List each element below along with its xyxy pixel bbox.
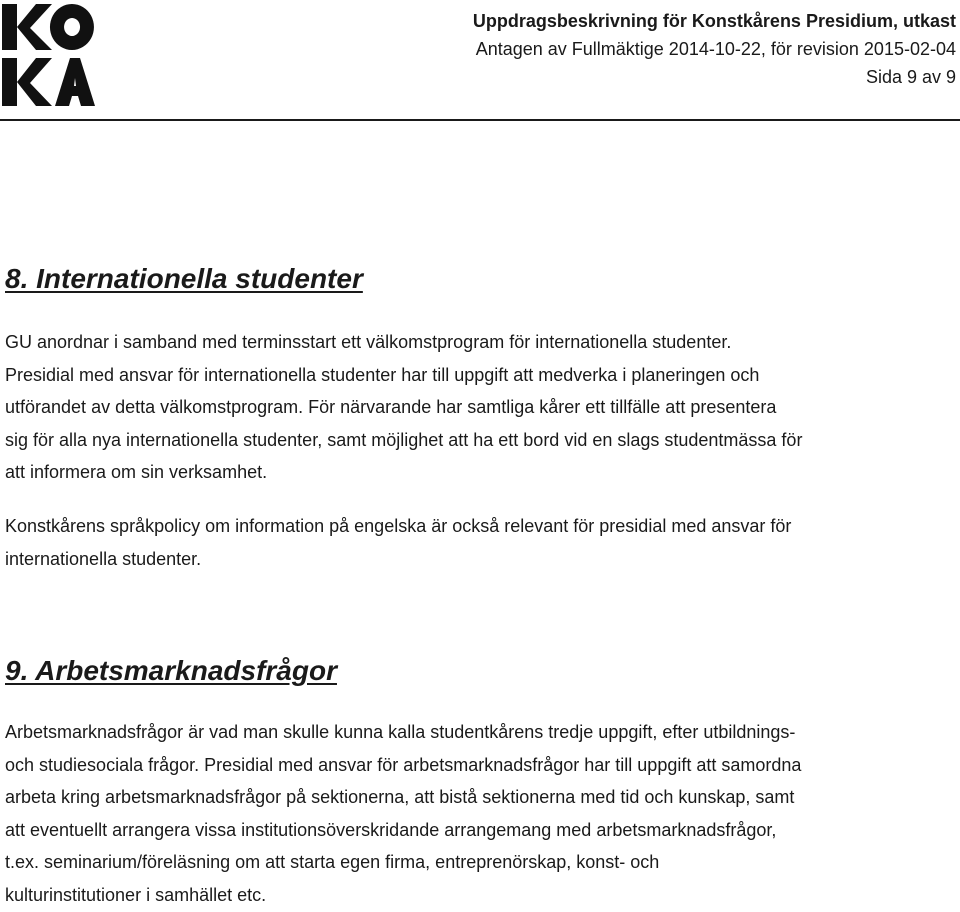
text-line: att informera om sin verksamhet. [5,462,268,483]
adoption-note: Antagen av Fullmäktige 2014-10-22, för revision 2015-02-04 [475,39,956,59]
text-line: Arbetsmarknadsfrågor är vad man skulle kunna kalla studentkårens tredje uppgift, efter utbildnings- [5,722,796,742]
text-line: GU anordnar i samband med terminsstart ett välkomstprogram för internationella studenter. [5,332,732,352]
section-9-paragraph-1 [5,716,957,912]
text-line: sig för alla nya internationella studenter, samt möjlighet att ha ett bord vid en slags studentmässa för [5,429,803,450]
section-heading-8: 8. Internationella studenter [5,263,363,294]
konstkaren-logo [0,0,96,110]
page-number: Sida 9 av 9 [865,67,956,87]
section-8-paragraph-2 [5,510,957,575]
section-8-paragraph-1 [5,326,957,489]
text-line: Konstkårens språkpolicy om information på engelska är också relevant för presidial med ansvar för [5,516,792,536]
text-line: t.ex. seminarium/föreläsning om att starta egen firma, entreprenörskap, konst- och [5,852,660,873]
text-line: kulturinstitutioner i samhället etc. [5,884,267,905]
text-line: att eventuellt arrangera vissa institutionsöverskridande arrangemang med arbetsmarknadsfrågor, [5,819,777,840]
text-line: arbeta kring arbetsmarknadsfrågor på sektionerna, att bistå sektionerna med tid och kunskap, samt [5,787,795,808]
section-heading-9: 9. Arbetsmarknadsfrågor [5,655,337,686]
page-header [473,8,956,91]
text-line: Presidial med ansvar för internationella studenter har till uppgift att medverka i planeringen och [5,364,760,385]
header-divider [0,119,960,121]
document-title: Uppdragsbeskrivning för Konstkårens Presidium, utkast [472,11,956,31]
text-line: och studiesociala frågor. Presidial med ansvar för arbetsmarknadsfrågor har till uppgift att samordna [5,754,802,775]
text-line: internationella studenter. [5,548,202,569]
text-line: utförandet av detta välkomstprogram. För närvarande har samtliga kårer ett tillfälle att presentera [5,397,777,418]
